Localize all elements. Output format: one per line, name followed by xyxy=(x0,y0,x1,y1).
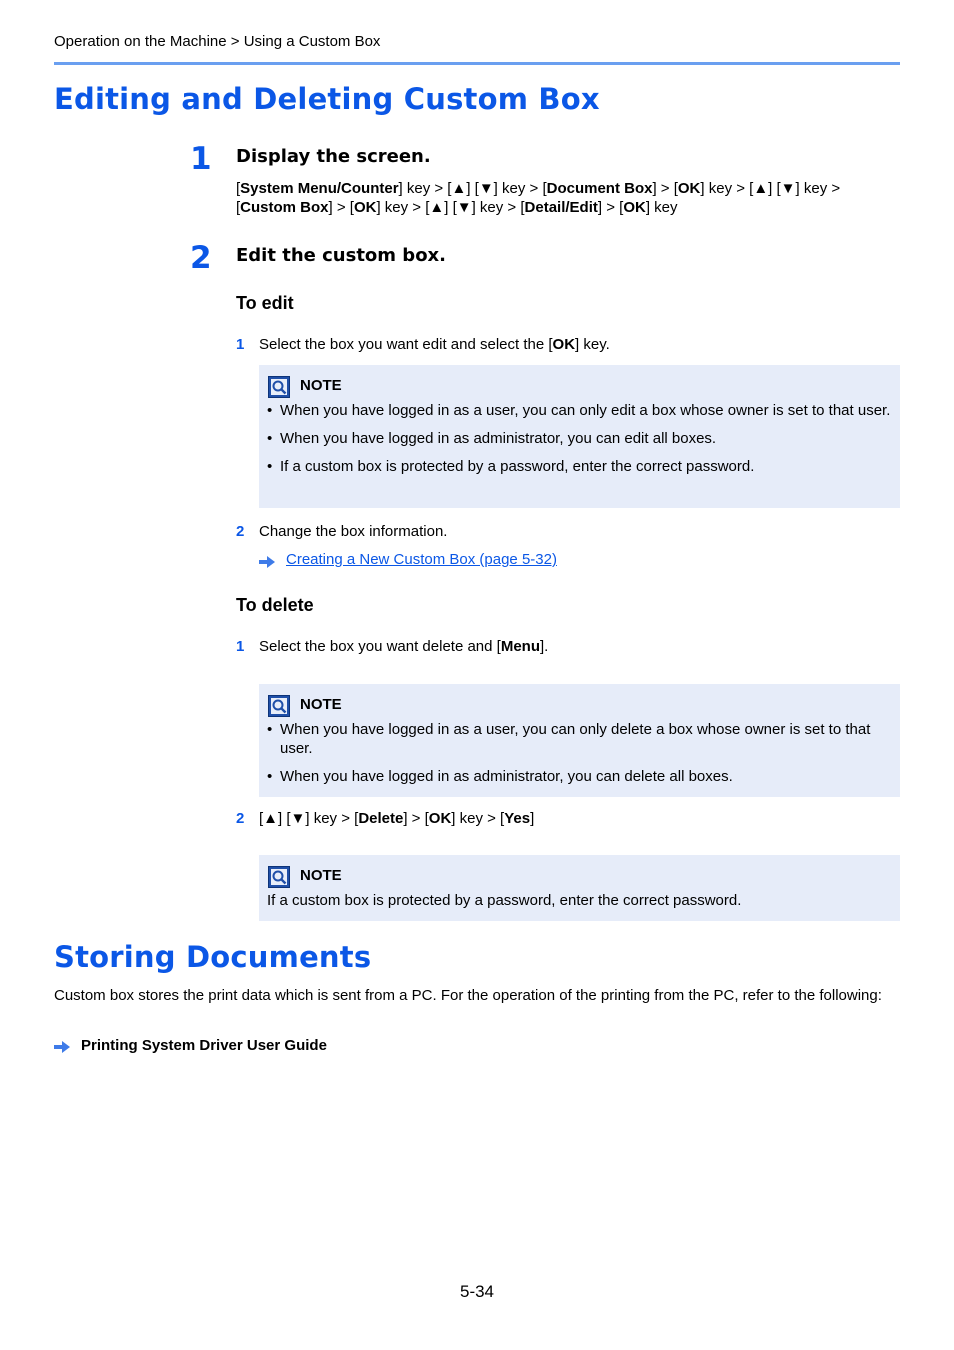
note-box-delete xyxy=(259,684,900,797)
edit-item-number-1: 1 xyxy=(236,336,245,353)
delete-item-number-2: 2 xyxy=(236,810,245,827)
note-title: NOTE xyxy=(300,377,342,394)
section-title-editing: Editing and Deleting Custom Box xyxy=(54,82,600,116)
delete-item-2: [▲] [▼] key > [Delete] > [OK] key > [Yes] xyxy=(259,810,535,827)
section-title-storing: Storing Documents xyxy=(54,940,372,974)
note-text: If a custom box is protected by a password, enter the correct password. xyxy=(267,892,742,909)
note-title: NOTE xyxy=(300,867,342,884)
note-magnifier-icon xyxy=(268,376,290,398)
note-magnifier-icon xyxy=(268,695,290,717)
edit-item-1: Select the box you want edit and select the [OK] key. xyxy=(259,336,610,353)
delete-item-1: Select the box you want delete and [Menu]. xyxy=(259,638,549,655)
note-bullet: • When you have logged in as a user, you can only delete a box whose owner is set to that user. xyxy=(267,720,892,758)
subheading-to-edit: To edit xyxy=(236,293,294,313)
link-creating-new-custom-box[interactable]: Creating a New Custom Box (page 5-32) xyxy=(286,551,557,568)
subheading-to-delete: To delete xyxy=(236,595,314,615)
edit-item-2: Change the box information. xyxy=(259,523,448,540)
reference-driver-guide: Printing System Driver User Guide xyxy=(81,1037,327,1054)
note-bullet: • If a custom box is protected by a password, enter the correct password. xyxy=(267,457,892,476)
note-bullet: • When you have logged in as a user, you can only edit a box whose owner is set to that user. xyxy=(267,401,892,420)
note-bullet: • When you have logged in as administrator, you can delete all boxes. xyxy=(267,767,892,786)
step1-instruction: [System Menu/Counter] key > [▲] [▼] key > [Document Box] > [OK] key > [▲] [▼] key > [Custom Box] > [OK] key > [▲] [▼] key > [Detail/Edit] > [OK] key xyxy=(236,180,841,216)
step-title-edit: Edit the custom box. xyxy=(236,245,447,266)
header-divider xyxy=(54,62,900,65)
note-box-password xyxy=(259,855,900,921)
step-number-2: 2 xyxy=(190,240,212,276)
delete-item-number-1: 1 xyxy=(236,638,245,655)
note-box-edit xyxy=(259,365,900,508)
arrow-right-icon xyxy=(259,556,275,568)
note-bullet-list xyxy=(267,401,892,485)
note-bullet: • When you have logged in as administrator, you can edit all boxes. xyxy=(267,429,892,448)
step-number-1: 1 xyxy=(190,141,212,177)
note-magnifier-icon xyxy=(268,866,290,888)
edit-item-number-2: 2 xyxy=(236,523,245,540)
breadcrumb: Operation on the Machine > Using a Custom Box xyxy=(54,33,381,50)
note-bullet-list xyxy=(267,720,892,795)
note-title: NOTE xyxy=(300,696,342,713)
step-title-display: Display the screen. xyxy=(236,146,431,167)
page-number: 5-34 xyxy=(459,1282,495,1301)
storing-paragraph: Custom box stores the print data which is sent from a PC. For the operation of the printing from the PC, refer to the following: xyxy=(54,987,882,1004)
arrow-right-icon xyxy=(54,1041,70,1053)
